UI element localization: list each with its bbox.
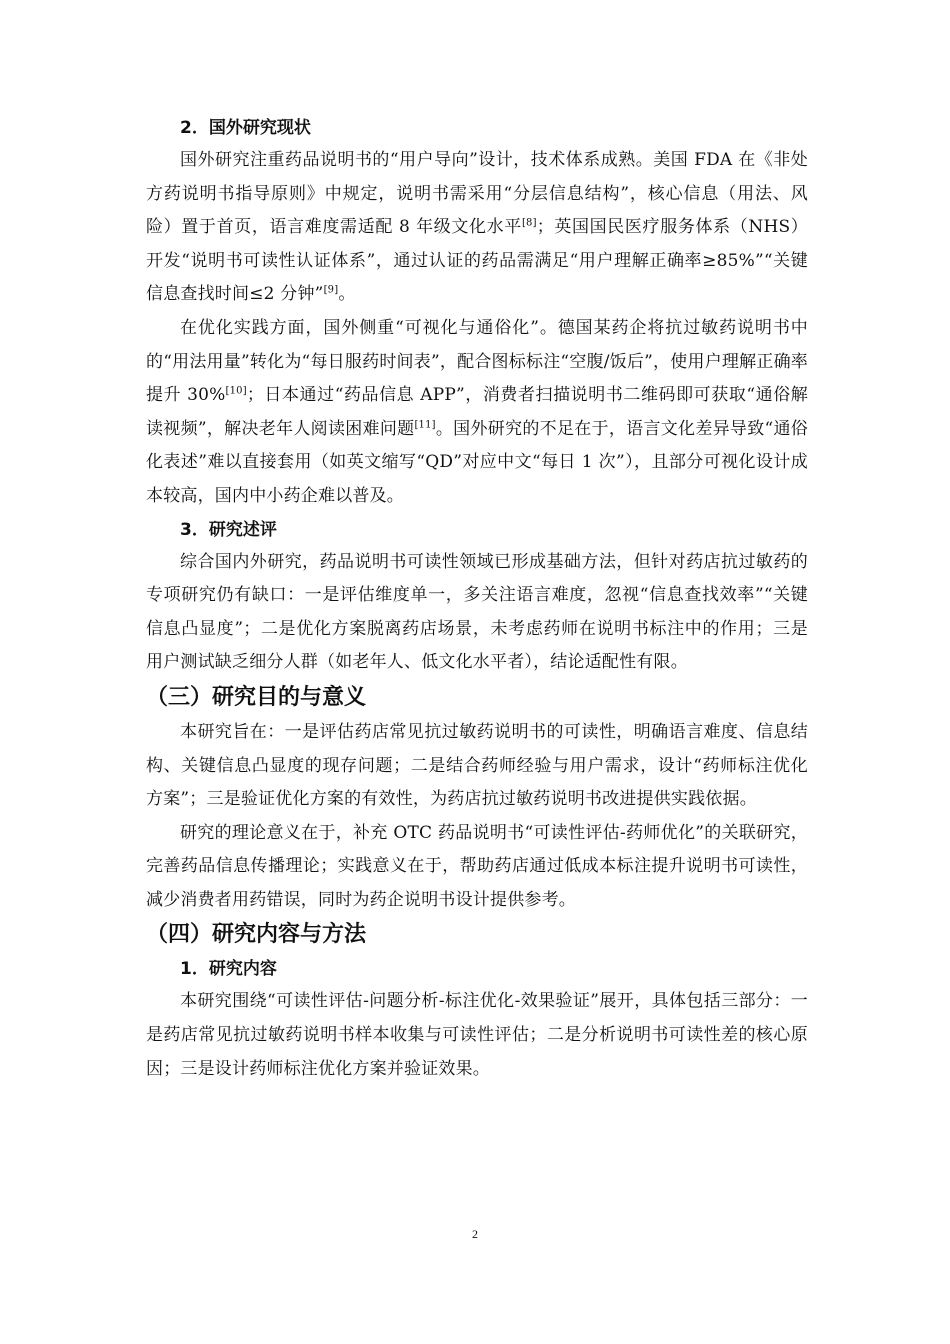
heading-research-review: 3．研究述评 (180, 519, 277, 540)
text-run: 。国外研究的不足在于，语言文化差异导致“通俗化表述”难以直接套用（如英文缩写“QD”对应中文“每日 1 次”），且部分可视化设计成本较高，国内中小药企难以普及。 (146, 418, 809, 506)
text-run: ；日本通过“药品信息 APP”，消费者扫描说明书二维码即可获取“通俗解读视频”，解决老年人阅读困难问题 (146, 385, 808, 439)
paragraph-purpose-2: 研究的理论意义在于，补充 OTC 药品说明书“可读性评估-药师优化”的关联研究，完善药品信息传播理论；实践意义在于，帮助药店通过低成本标注提升说明书可读性，减少消费者用药错误，同时为药企说明书设计提供参考。 (146, 822, 808, 910)
citation-9: [9] (323, 284, 339, 296)
page-number: 2 (472, 1227, 478, 1241)
heading-purpose-significance: （三）研究目的与意义 (146, 684, 367, 710)
citation-10: [10] (225, 385, 247, 397)
paragraph-foreign-research-1 (146, 144, 808, 312)
paragraph-research-content: 本研究围绕“可读性评估-问题分析-标注优化-效果验证”展开，具体包括三部分：一是药店常见抗过敏药说明书样本收集与可读性评估；二是分析说明书可读性差的核心原因；三是设计药师标注优化方案并验证效果。 (146, 991, 808, 1079)
heading-content-methods: （四）研究内容与方法 (146, 922, 367, 948)
page-body (146, 112, 808, 1086)
text-run: 在优化实践方面，国外侧重“可视化与通俗化”。德国某药企将抗过敏药说明书中的“用法用量”转化为“每日服药时间表”，配合图标标注“空腹/饭后”，使用户理解正确率提升 30% (146, 317, 808, 406)
heading-research-content: 1．研究内容 (180, 959, 277, 980)
text-run: ；英国国民医疗服务体系（NHS）开发“说明书可读性认证体系”，通过认证的药品需满足“用户理解正确率≥85%”“关键信息查找时间≤2 分钟” (146, 217, 808, 305)
citation-11: [11] (414, 419, 436, 431)
text-run: 。 (338, 284, 356, 305)
text-run: 国外研究注重药品说明书的“用户导向”设计，技术体系成熟。美国 FDA 在《非处方药说明书指导原则》中规定，说明书需采用“分层信息结构”，核心信息（用法、风险）置于首页，语言难度需适配 8 年级文化水平 (146, 150, 808, 238)
paragraph-purpose-1: 本研究旨在：一是评估药店常见抗过敏药说明书的可读性，明确语言难度、信息结构、关键信息凸显度的现存问题；二是结合药师经验与用户需求，设计“药师标注优化方案”；三是验证优化方案的有效性，为药店抗过敏药说明书改进提供实践依据。 (146, 721, 808, 810)
paragraph-research-review: 综合国内外研究，药品说明书可读性领域已形成基础方法，但针对药店抗过敏药的专项研究仍有缺口：一是评估维度单一，多关注语言难度，忽视“信息查找效率”“关键信息凸显度”；二是优化方案脱离药店场景，未考虑药师在说明书标注中的作用；三是用户测试缺乏细分人群（如老年人、低文化水平者），结论适配性有限。 (146, 551, 808, 673)
citation-8: [8] (521, 217, 537, 229)
paragraph-foreign-research-2 (146, 312, 808, 514)
heading-foreign-research: 2．国外研究现状 (180, 118, 311, 138)
